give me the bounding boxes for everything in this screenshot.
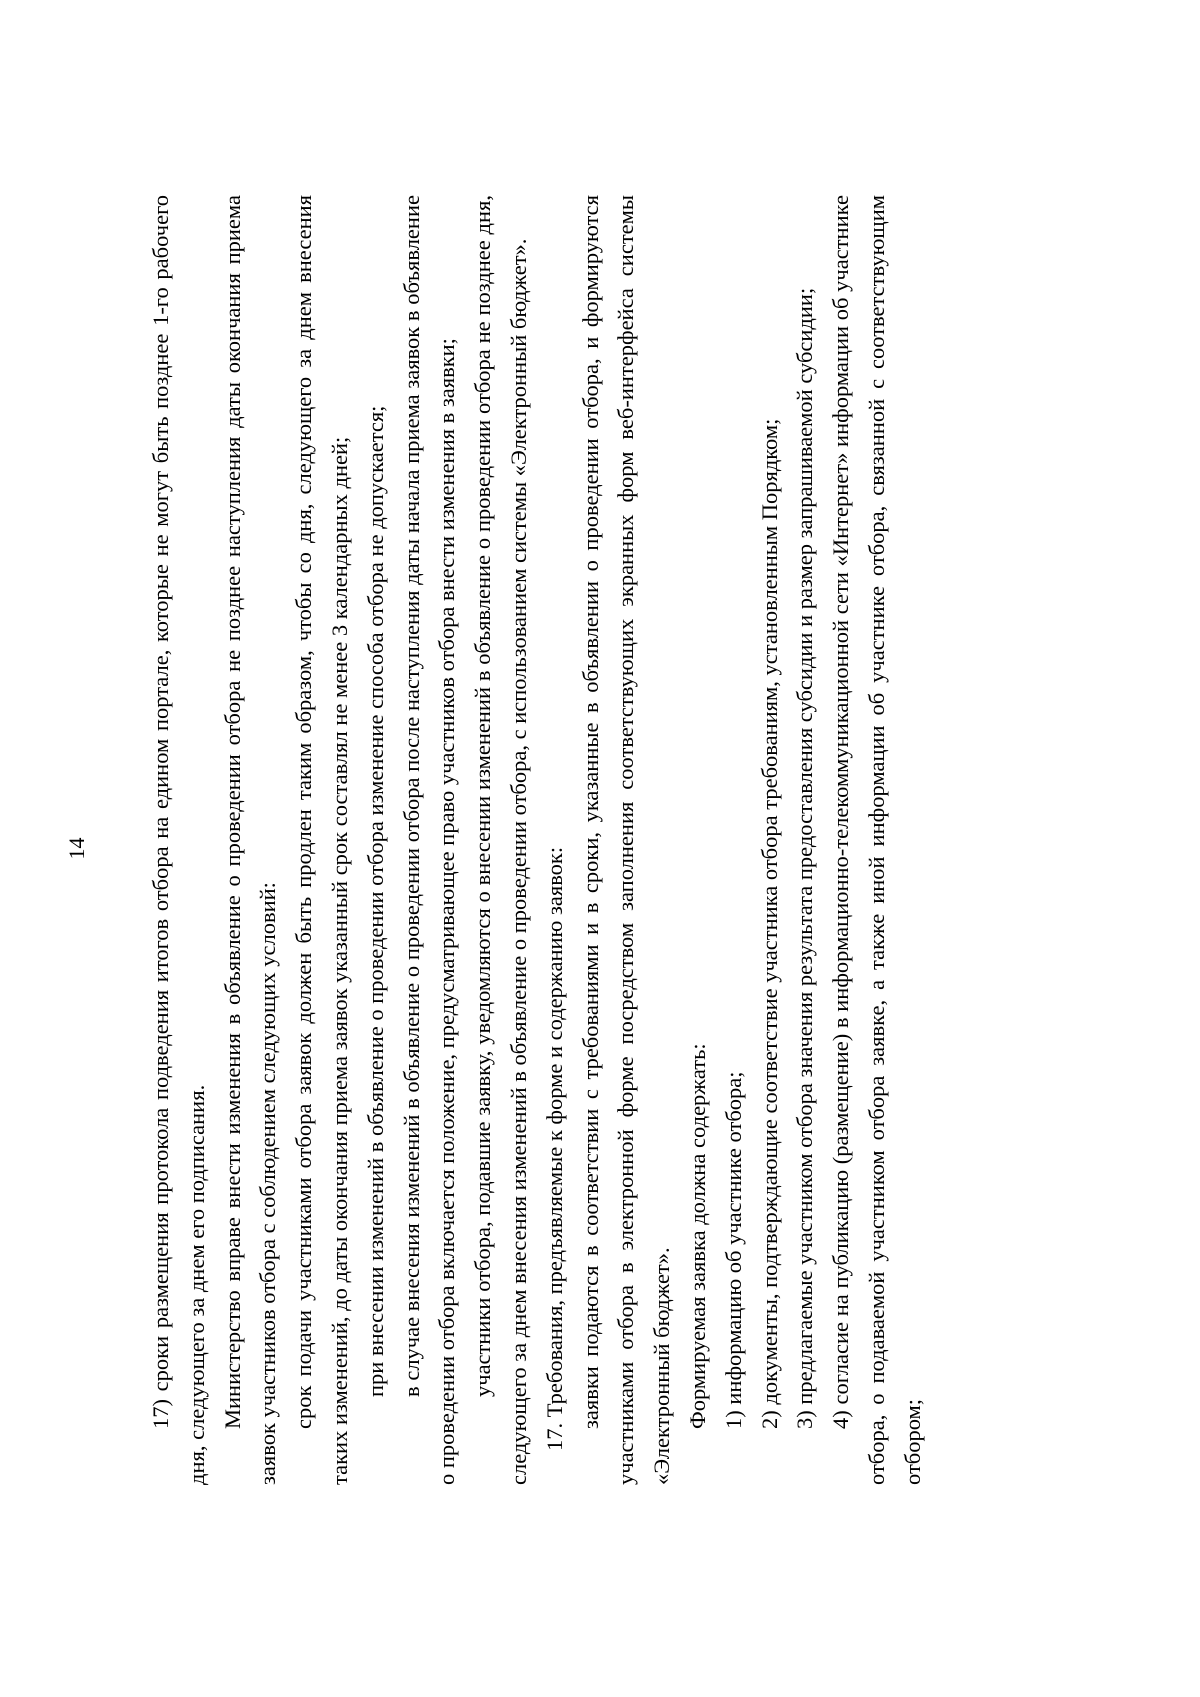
paragraph: 17) сроки размещения протокола подведения итогов отбора на едином портале, которые не могут быть позднее 1-го рабочего дня, следующего за днем его подписания. [148,195,209,1485]
list-item: 3) предлагаемые участником отбора значения результата предоставления субсидии и размер запрашиваемой субсидии; [792,287,818,1429]
list-item: 4) согласие на публикацию (размещение) в информационно-телекоммуникационной сети «Интернет» информации об участнике отбора, о подаваемой участником отбора заявке, а также иной информации об участнике отбора, связанной с соответствующим отбором; [828,195,925,1485]
page-number: 14 [64,837,89,860]
paragraph: при внесении изменений в объявление о проведении отбора изменение способа отбора не допускается; [362,405,388,1397]
paragraph: Формируемая заявка должна содержать: [684,1043,710,1429]
list-item: 2) документы, подтверждающие соответствие участника отбора требованиям, установленным Порядком; [756,418,782,1429]
paragraph: заявки подаются в соответствии с требованиями и в сроки, указанные в объявлении о проведении отбора, и формируются участниками отбора в электронной форме посредством заполнения соответствующих экранных форм веб-интерфейса системы «Электронный бюджет». [577,195,675,1485]
list-item: 1) информацию об участнике отбора; [720,1071,746,1429]
document-body [143,195,931,1485]
paragraph: срок подачи участниками отбора заявок должен быть продлен таким образом, чтобы со дня, следующего за днем внесения таких изменений, до даты окончания приема заявок указанный срок составлял не менее 3 календарных дней; [291,195,352,1485]
paragraph: Министерство вправе внести изменения в объявление о проведении отбора не позднее наступления даты окончания приема заявок участников отбора с соблюдением следующих условий: [219,195,281,1485]
paragraph: участники отбора, подавшие заявку, уведомляются о внесении изменений в объявление о проведении отбора не позднее дня, следующего за днем внесения изменений в объявление о проведении отбора, с использованием системы «Электронный бюджет». [470,195,531,1485]
paragraph: в случае внесения изменений в объявление о проведении отбора после наступления даты начала приема заявок в объявление о проведении отбора включается положение, предусматривающее право участников отбора внести изменения в заявки; [398,195,460,1485]
section-heading: 17. Требования, предъявляемые к форме и содержанию заявок: [541,846,567,1451]
